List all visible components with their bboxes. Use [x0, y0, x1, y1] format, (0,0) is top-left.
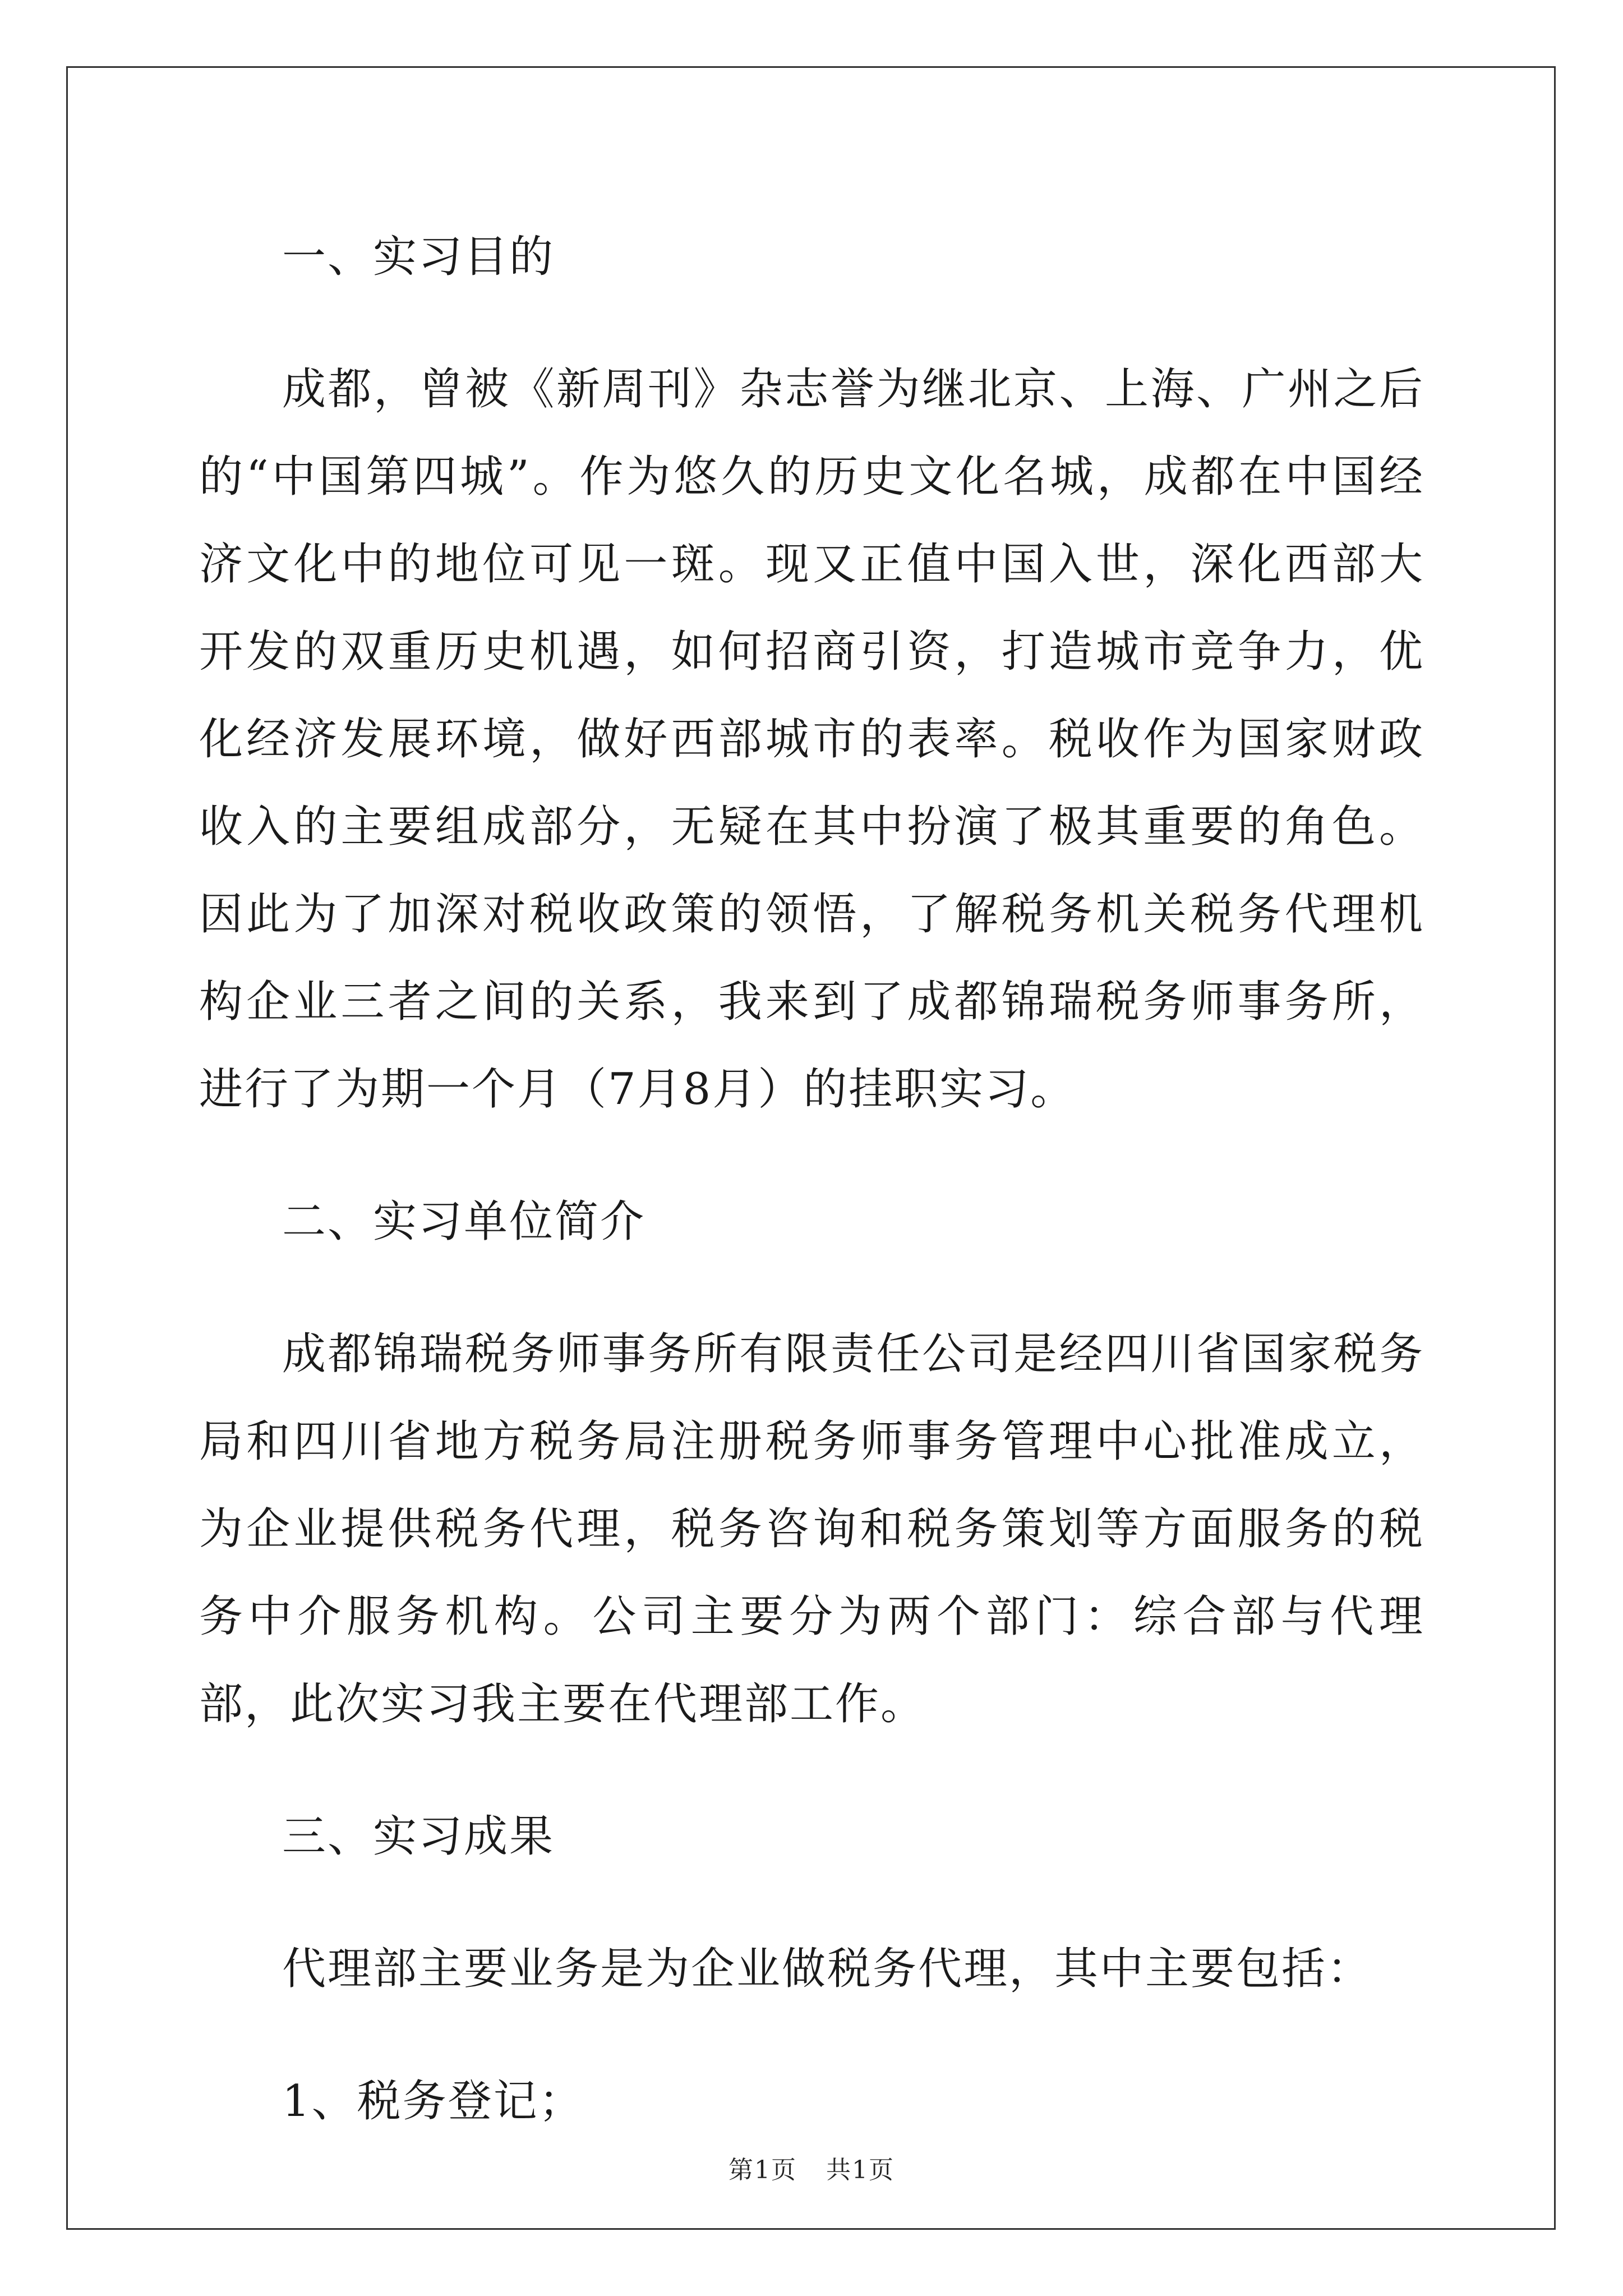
paragraph-unit: 成都锦瑞税务师事务所有限责任公司是经四川省国家税务局和四川省地方税务局注册税务师事务管理中心批准成立，为企业提供税务代理，税务咨询和税务策划等方面服务的税务中介服务机构。公司主要分为两个部门：综合部与代理部，此次实习我主要在代理部工作。	[199, 1329, 1424, 1729]
page-total: 共1页	[826, 2156, 895, 2184]
page-footer	[0, 2150, 1623, 2185]
list-item: 1、税务登记；	[282, 2076, 584, 2127]
document-body	[199, 213, 1424, 2190]
section-heading-purpose: 一、实习目的	[282, 232, 555, 282]
paragraph-results: 代理部主要业务是为企业做税务代理，其中主要包括：	[282, 1944, 1373, 1994]
section-heading-results: 三、实习成果	[282, 1811, 555, 1862]
paragraph-purpose: 成都，曾被《新周刊》杂志誉为继北京、上海、广州之后的“中国第四城”。作为悠久的历史文化名城，成都在中国经济文化中的地位可见一斑。现又正值中国入世，深化西部大开发的双重历史机遇，如何招商引资，打造城市竞争力，优化经济发展环境，做好西部城市的表率。税收作为国家财政收入的主要组成部分，无疑在其中扮演了极其重要的角色。因此为了加深对税收政策的领悟，了解税务机关税务代理机构企业三者之间的关系，我来到了成都锦瑞税务师事务所，进行了为期一个月（7月8月）的挂职实习。	[199, 364, 1424, 1115]
page-number: 第1页	[728, 2156, 797, 2184]
section-heading-unit: 二、实习单位简介	[282, 1197, 646, 1247]
